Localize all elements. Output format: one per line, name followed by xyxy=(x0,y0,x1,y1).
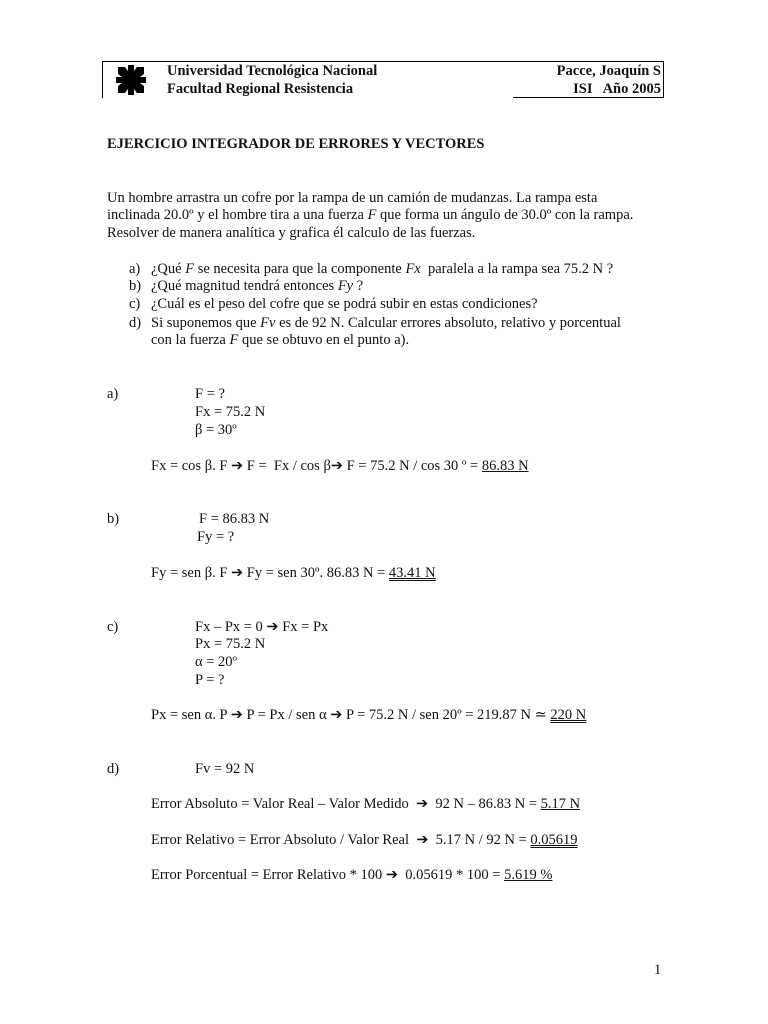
header-university: Universidad Tecnológica Nacional xyxy=(167,63,378,79)
question-d: Si suponemos que Fv es de 92 N. Calcular errores absoluto, relativo y porcentual xyxy=(151,315,621,331)
solution-b-given: Fy = ? xyxy=(197,529,235,545)
solution-a-given: β = 30º xyxy=(195,422,237,438)
solution-a-result: 86.83 N xyxy=(481,458,529,474)
solution-b-formula: Fy = sen β. F ➔ Fy = sen 30º. 86.83 N = 43.41 N xyxy=(151,565,436,581)
solution-b-result: 43.41 N xyxy=(388,565,436,581)
question-a: ¿Qué F se necesita para que la componente Fx paralela a la rampa sea 75.2 N ? xyxy=(151,261,614,277)
intro-line-3: Resolver de manera analítica y grafica él calculo de las fuerzas. xyxy=(107,225,476,241)
solution-c-label: c) xyxy=(107,619,119,635)
error-absoluto-line: Error Absoluto = Valor Real – Valor Medido ➔ 92 N – 86.83 N = 5.17 N xyxy=(151,796,581,812)
page-number: 1 xyxy=(654,962,662,978)
error-relativo-result: 0.05619 xyxy=(530,832,578,848)
error-porcentual-line: Error Porcentual = Error Relativo * 100 ➔ 0.05619 * 100 = 5.619 % xyxy=(151,867,553,883)
error-porcentual-result: 5.619 % xyxy=(504,867,553,883)
solution-c-given: Fx – Px = 0 ➔ Fx = Px xyxy=(195,619,329,635)
solution-b-given: F = 86.83 N xyxy=(199,511,270,527)
question-marker-c: c) xyxy=(129,296,141,312)
question-d-continued: con la fuerza F que se obtuvo en el punto a). xyxy=(151,332,410,348)
solution-a-formula: Fx = cos β. F ➔ F = Fx / cos β➔ F = 75.2 N / cos 30 º = 86.83 N xyxy=(151,458,529,474)
solution-d-label: d) xyxy=(107,761,120,777)
error-relativo-line: Error Relativo = Error Absoluto / Valor Real ➔ 5.17 N / 92 N = 0.05619 xyxy=(151,832,578,848)
solution-c-result: 220 N xyxy=(550,707,587,723)
solution-a-given: Fx = 75.2 N xyxy=(195,404,266,420)
solution-d-given: Fv = 92 N xyxy=(195,761,255,777)
intro-line-2: inclinada 20.0º y el hombre tira a una fuerza F que forma un ángulo de 30.0º con la rampa. xyxy=(107,207,634,223)
solution-c-given: α = 20º xyxy=(195,654,238,670)
solution-c-formula: Px = sen α. P ➔ P = Px / sen α ➔ P = 75.2 N / sen 20º = 219.87 N ≃ 220 N xyxy=(151,707,587,723)
question-marker-b: b) xyxy=(129,278,142,294)
header-author: Pacce, Joaquín S xyxy=(556,63,661,79)
solution-c-given: Px = 75.2 N xyxy=(195,636,266,652)
header-course: ISI Año 2005 xyxy=(573,81,661,97)
question-c: ¿Cuál es el peso del cofre que se podrá subir en estas condiciones? xyxy=(151,296,538,312)
document-title: EJERCICIO INTEGRADOR DE ERRORES Y VECTORES xyxy=(107,136,485,152)
header-faculty: Facultad Regional Resistencia xyxy=(167,81,354,97)
error-absoluto-result: 5.17 N xyxy=(540,796,581,812)
university-logo-icon xyxy=(116,65,146,95)
question-b: ¿Qué magnitud tendrá entonces Fy ? xyxy=(151,278,364,294)
question-marker-a: a) xyxy=(129,261,141,277)
solution-c-given: P = ? xyxy=(195,672,225,688)
solution-a-label: a) xyxy=(107,386,119,402)
intro-line-1: Un hombre arrastra un cofre por la rampa de un camión de mudanzas. La rampa esta xyxy=(107,190,598,206)
solution-a-given: F = ? xyxy=(195,386,225,402)
solution-b-label: b) xyxy=(107,511,120,527)
question-marker-d: d) xyxy=(129,315,142,331)
